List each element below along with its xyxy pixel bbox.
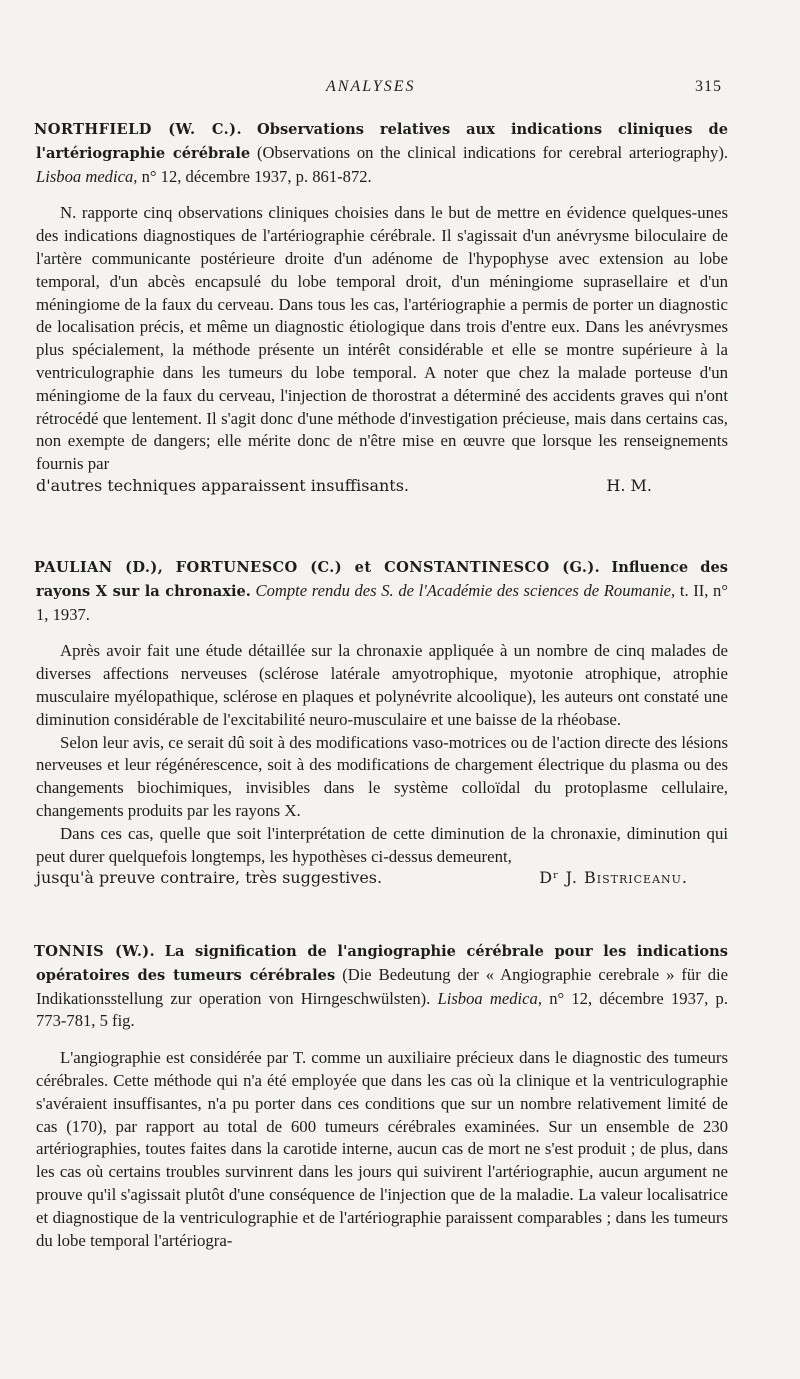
entry-paragraph: N. rapporte cinq observations cliniques choisies dans le but de mettre en évidence quelques-unes des indications diagnostiques de l'artériographie cérébrale. Il s'agissait d'un anévrysme biloculaire de l'artère communicante postérieure droite d'un adénome de l'hypophyse avec extension au lobe temporal, d'un abcès encapsulé du lobe temporal droit, d'un méningiome suprasellaire et d'un méningiome de la faux du cerveau. Dans tous les cas, l'artériographie a permis de porter un diagnostic de localisation précis, et même un diagnostic étiologique dans trois d'entre eux. Dans les anévrysmes plus spécialement, la méthode présente un intérêt considérable et elle se montre supérieure à la ventriculographie dans les tumeurs du lobe temporal. A noter que chez la malade porteuse d'un méningiome de la faux du cerveau, l'injection de thorostrat a déterminé des accidents graves qui n'ont rétrocédé que lentement. Il s'agit donc d'une méthode d'investigation précieuse, mais dans certains cas, non exempte de dangers; elle mérite donc de n'être mise en œuvre que lorsque les renseignements fournis par: [36, 203, 728, 474]
entry-title: Influence des rayons X sur la chronaxie.: [36, 559, 729, 600]
entry-authors: NORTHFIELD (W. C.).: [34, 121, 242, 138]
entry-authors: PAULIAN (D.), FORTUNESCO (C.) et CONSTANTINESCO (G.).: [34, 559, 601, 576]
abstract-northfield: [36, 118, 728, 495]
entry-authors: TONNIS (W.).: [34, 943, 156, 960]
entry-signature: Dʳ J. Bistriceanu.: [539, 868, 688, 888]
abstract-paulian: [36, 556, 728, 887]
entry-last-line: jusqu'à preuve contraire, très suggestives.: [36, 868, 383, 888]
entry-subtitle: (Observations on the clinical indications for cerebral arteriography).: [257, 142, 728, 162]
entry-journal: Lisboa medica,: [36, 166, 138, 186]
entry-paragraph: Dans ces cas, quelle que soit l'interprétation de cette diminution de la chronaxie, diminution qui peut durer quelquefois longtemps, les hypothèses ci-dessus demeurent,: [36, 823, 728, 866]
entry-journal: Compte rendu des S. de l'Académie des sciences de Roumanie,: [255, 580, 676, 600]
running-head: [0, 78, 800, 102]
entry-body: [36, 640, 728, 887]
entry-heading: [36, 118, 728, 188]
running-title: ANALYSES: [326, 78, 416, 95]
entry-title: La signification de l'angiographie cérébrale pour les indications opératoires des tumeurs cérébrales: [36, 943, 728, 984]
entry-citation: t. II, n° 1, 1937.: [36, 580, 728, 624]
page-number: 315: [695, 78, 722, 95]
entry-heading: [36, 556, 728, 626]
entry-signature-line: [36, 476, 728, 495]
entry-subtitle: (Die Bedeutung der « Angiographie cerebrale » für die Indikationsstellung zur operation von Hirngeschwülsten).: [36, 964, 728, 1008]
entry-title: Observations relatives aux indications cliniques de l'artériographie cérébrale: [36, 121, 728, 162]
entry-body: [36, 1047, 728, 1252]
entry-paragraph: Après avoir fait une étude détaillée sur la chronaxie appliquée à un nombre de cinq malades de diverses affections nerveuses (sclérose latérale amyotrophique, myotonie atrophique, atrophie musculaire myélopathique, sclérose en plaques et polynévrite alcoolique), les auteurs ont constaté une diminution considérable de l'excitabilité neuro-musculaire et une baisse de la rhéobase.: [36, 641, 728, 729]
entry-signature-line: [36, 868, 728, 887]
entry-paragraph: Selon leur avis, ce serait dû soit à des modifications vaso-motrices ou de l'action directe des lésions nerveuses et leur régénérescence, soit à des modifications de chargement électrique du plasma ou des changements biochimiques, invisibles dans le système colloïdal du protoplasme cellulaire, changements produits par les rayons X.: [36, 732, 728, 820]
entry-citation: n° 12, décembre 1937, p. 861-872.: [141, 166, 372, 186]
abstract-tonnis: [36, 940, 728, 1252]
entry-signature: H. M.: [606, 475, 652, 495]
entry-citation: n° 12, décembre 1937, p. 773-781, 5 fig.: [36, 988, 728, 1031]
entry-heading: [36, 940, 728, 1033]
entry-last-line: d'autres techniques apparaissent insuffisants.: [36, 475, 410, 495]
entry-body: [36, 202, 728, 495]
entry-journal: Lisboa medica,: [437, 988, 542, 1008]
entry-paragraph: L'angiographie est considérée par T. comme un auxiliaire précieux dans le diagnostic des tumeurs cérébrales. Cette méthode qui n'a été employée que dans les cas où la clinique et la ventriculographie s'avéraient insuffisantes, n'a pu porter dans ces conditions que sur un nombre relativement limité de cas (170), par rapport au total de 600 tumeurs cérébrales examinées. Sur un ensemble de 230 artériographies, toutes faites dans la carotide interne, aucun cas de mort ne s'est produit ; de plus, dans les cas où certains troubles survinrent dans les jours qui suivirent l'artériographie, aucun argument ne prouve qu'il s'agissait plutôt d'une conséquence de l'injection que de la maladie. La valeur localisatrice et diagnostique de la ventriculographie et de l'artériographie paraissent comparables ; dans les tumeurs du lobe temporal l'artériogra-: [36, 1048, 728, 1250]
